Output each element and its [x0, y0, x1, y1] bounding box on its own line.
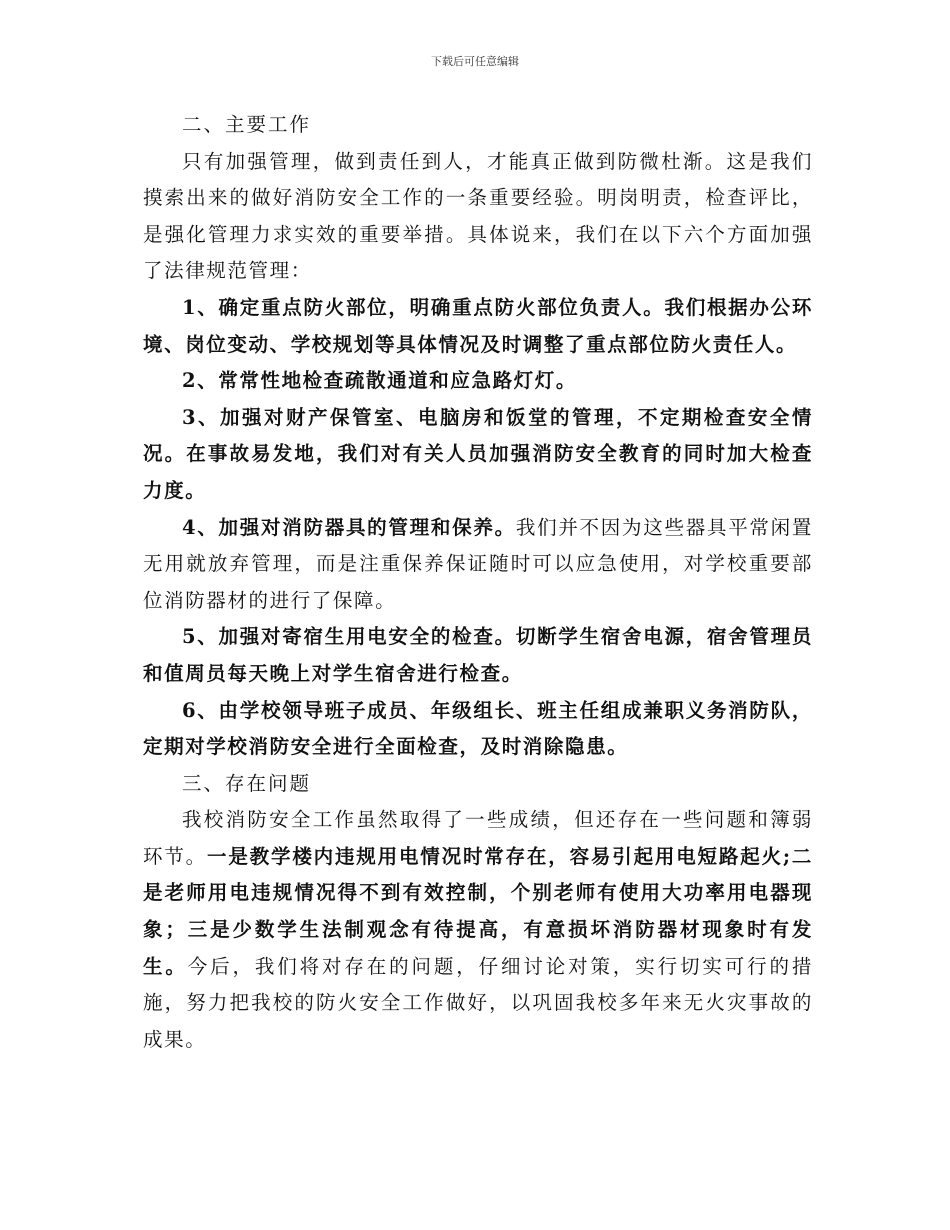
item-4-bold: 4、加强对消防器具的管理和保养。	[182, 515, 516, 539]
section-title-main-work: 二、主要工作	[182, 113, 312, 136]
item-4-normal: 我们并不因为这些器具平常闲置无用就放弃管理，而是注重保养保证随时可以应急使用，对学校重要部位消防器材的进行了保障。	[143, 515, 814, 612]
item-1-bold: 1、确定重点防火部位，明确重点防火部位负责人。我们根据办公环境、岗位变动、学校规划等具体情况及时调整了重点部位防火责任人。	[143, 295, 813, 356]
intro-paragraph: 只有加强管理，做到责任到人，才能真正做到防微杜渐。这是我们摸索出来的做好消防安全工作的一条重要经验。明岗明责，检查评比，是强化管理力求实效的重要举措。具体说来，我们在以下六个方面加强了法律规范管理：	[143, 149, 813, 283]
list-item-6	[143, 693, 813, 766]
problems-part-3: 今后，我们将对存在的问题，仔细讨论对策，实行切实可行的措施，努力把我校的防火安全工作做好，以巩固我校多年来无火灾事故的成果。	[143, 954, 813, 1051]
list-item-5	[143, 619, 813, 692]
item-6-bold: 6、由学校领导班子成员、年级组长、班主任组成兼职义务消防队，定期对学校消防安全进行全面检查，及时消除隐患。	[143, 698, 813, 759]
list-item-4	[143, 510, 813, 620]
section-title-problems: 三、存在问题	[182, 771, 312, 795]
item-5-bold: 5、加强对寄宿生用电安全的检查。切断学生宿舍电源，宿舍管理员和值周员每天晚上对学生宿舍进行检查。	[143, 625, 813, 685]
list-item-3	[143, 400, 813, 510]
item-3-bold: 3、加强对财产保管室、电脑房和饭堂的管理，不定期检查安全情况。在事故易发地，我们对有关人员加强消防安全教育的同时加大检查力度。	[143, 405, 813, 502]
page-header: 下载后可任意编辑	[431, 55, 519, 68]
document-body	[143, 107, 813, 1058]
list-item-1	[143, 290, 813, 363]
list-item-2	[143, 363, 813, 400]
problems-part-1: 我校消防安全工作虽然取得了一些成绩，但还存在一些问题和簿弱环节。	[143, 808, 813, 868]
problems-part-2: 一是教学楼内违规用电情况时常存在，容易引起用电短路起火;二是老师用电违规情况得不到有效控制，个别老师有使用大功率用电器现象；三是少数学生法制观念有待提高，有意损坏消防器材现象时有发生。	[143, 844, 813, 978]
item-2-bold: 2、常常性地检查疏散通道和应急路灯灯。	[182, 369, 577, 393]
problems-paragraph	[143, 802, 813, 1058]
